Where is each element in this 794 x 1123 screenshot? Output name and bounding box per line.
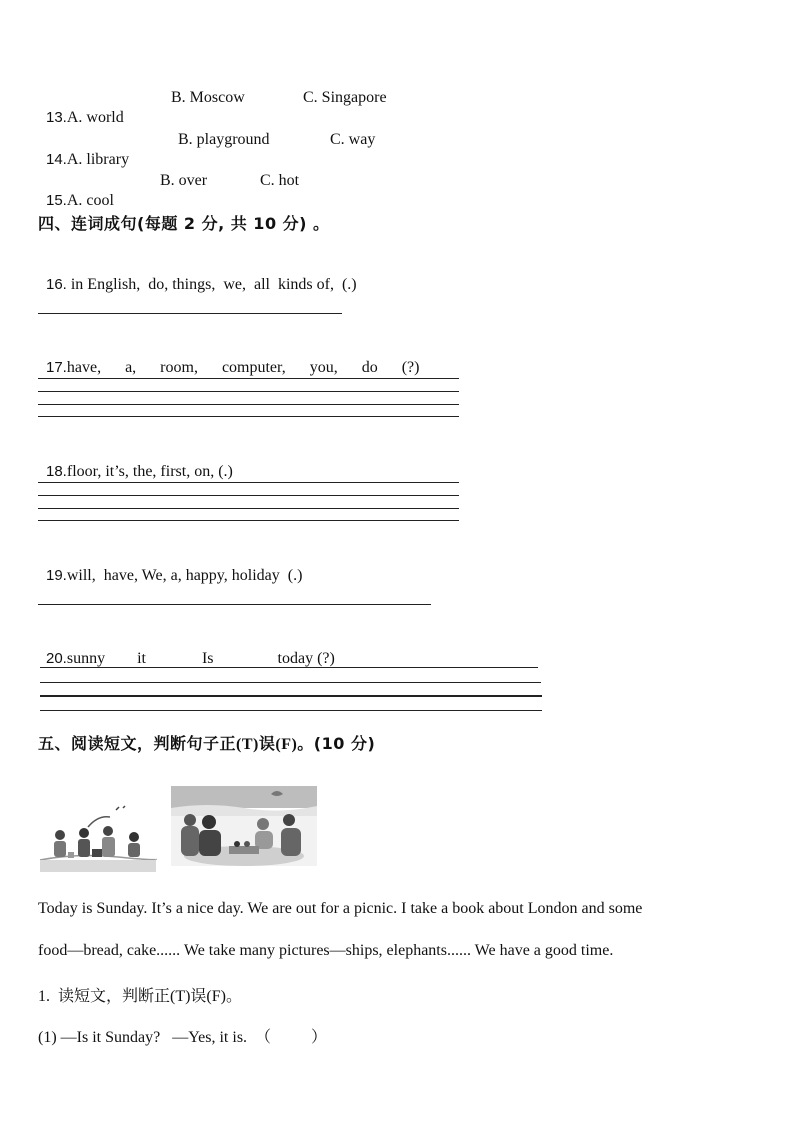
false-marker: (F) [275,736,298,753]
section-5-title: 五、阅读短文，判断句子正 [38,734,237,753]
question-number: 14. [46,151,67,168]
question-number: 16. [46,276,67,293]
sentence-20 [38,629,335,669]
option-a: A. world [66,109,124,126]
answer-line [38,482,459,483]
sentence-19 [38,546,302,586]
sentence-18 [38,442,233,482]
answer-line [40,710,542,711]
option-c: C. way [330,131,376,148]
answer-line [38,520,459,521]
answer-line [38,391,459,392]
question-number: 18. [46,463,67,480]
sentence-16 [38,255,357,295]
reading-passage-line-1: Today is Sunday. It’s a nice day. We are out for a picnic. I take a book about London and some [38,900,643,917]
option-b: B. playground [178,131,270,148]
section-5-points: 。(10 分) [297,734,376,753]
option-b: B. over [160,172,208,189]
question-number: 17. [46,359,67,376]
true-false-question-1: (1) —Is it Sunday? —Yes, it is. （ ） [38,1029,328,1046]
answer-line [40,682,541,683]
reading-passage-line-2: food—bread, cake...... We take many pictures—ships, elephants...... We have a good time. [38,942,614,959]
answer-line [40,667,538,668]
option-a: A. library [66,151,130,168]
answer-line [38,404,459,405]
option-c: C. Singapore [303,89,387,106]
scrambled-words: will, have, We, a, happy, holiday (.) [66,567,303,584]
answer-line [38,508,459,509]
question-number: 20. [46,650,67,667]
answer-line [40,695,542,697]
option-b: B. Moscow [171,89,245,106]
question-number: 13. [46,109,67,126]
question-number: 15. [46,192,67,209]
scrambled-words: floor, it’s, the, first, on, (.) [66,463,233,480]
scrambled-words: sunny it Is today (?) [66,650,335,667]
answer-line [38,378,459,379]
answer-line [38,604,431,605]
option-c: C. hot [260,172,300,189]
picnic-family-illustration [38,805,158,875]
task-instruction: 1. 读短文，判断正(T)误(F)。 [38,988,242,1005]
picnic-beach-illustration [171,786,317,876]
section-5-title-mid: 误 [258,734,276,753]
section-4-heading: 四、连词成句(每题 2 分, 共 10 分) 。 [38,214,330,233]
question-number: 19. [46,567,67,584]
true-marker: (T) [236,736,259,753]
answer-line [38,495,459,496]
scrambled-words: have, a, room, computer, you, do (?) [66,359,420,376]
option-a: A. cool [66,192,114,209]
answer-line [38,313,342,314]
scrambled-words: in English, do, things, we, all kinds of, (.) [66,276,357,293]
answer-line [38,416,459,417]
sentence-17 [38,338,419,378]
section-5-heading [38,731,375,754]
